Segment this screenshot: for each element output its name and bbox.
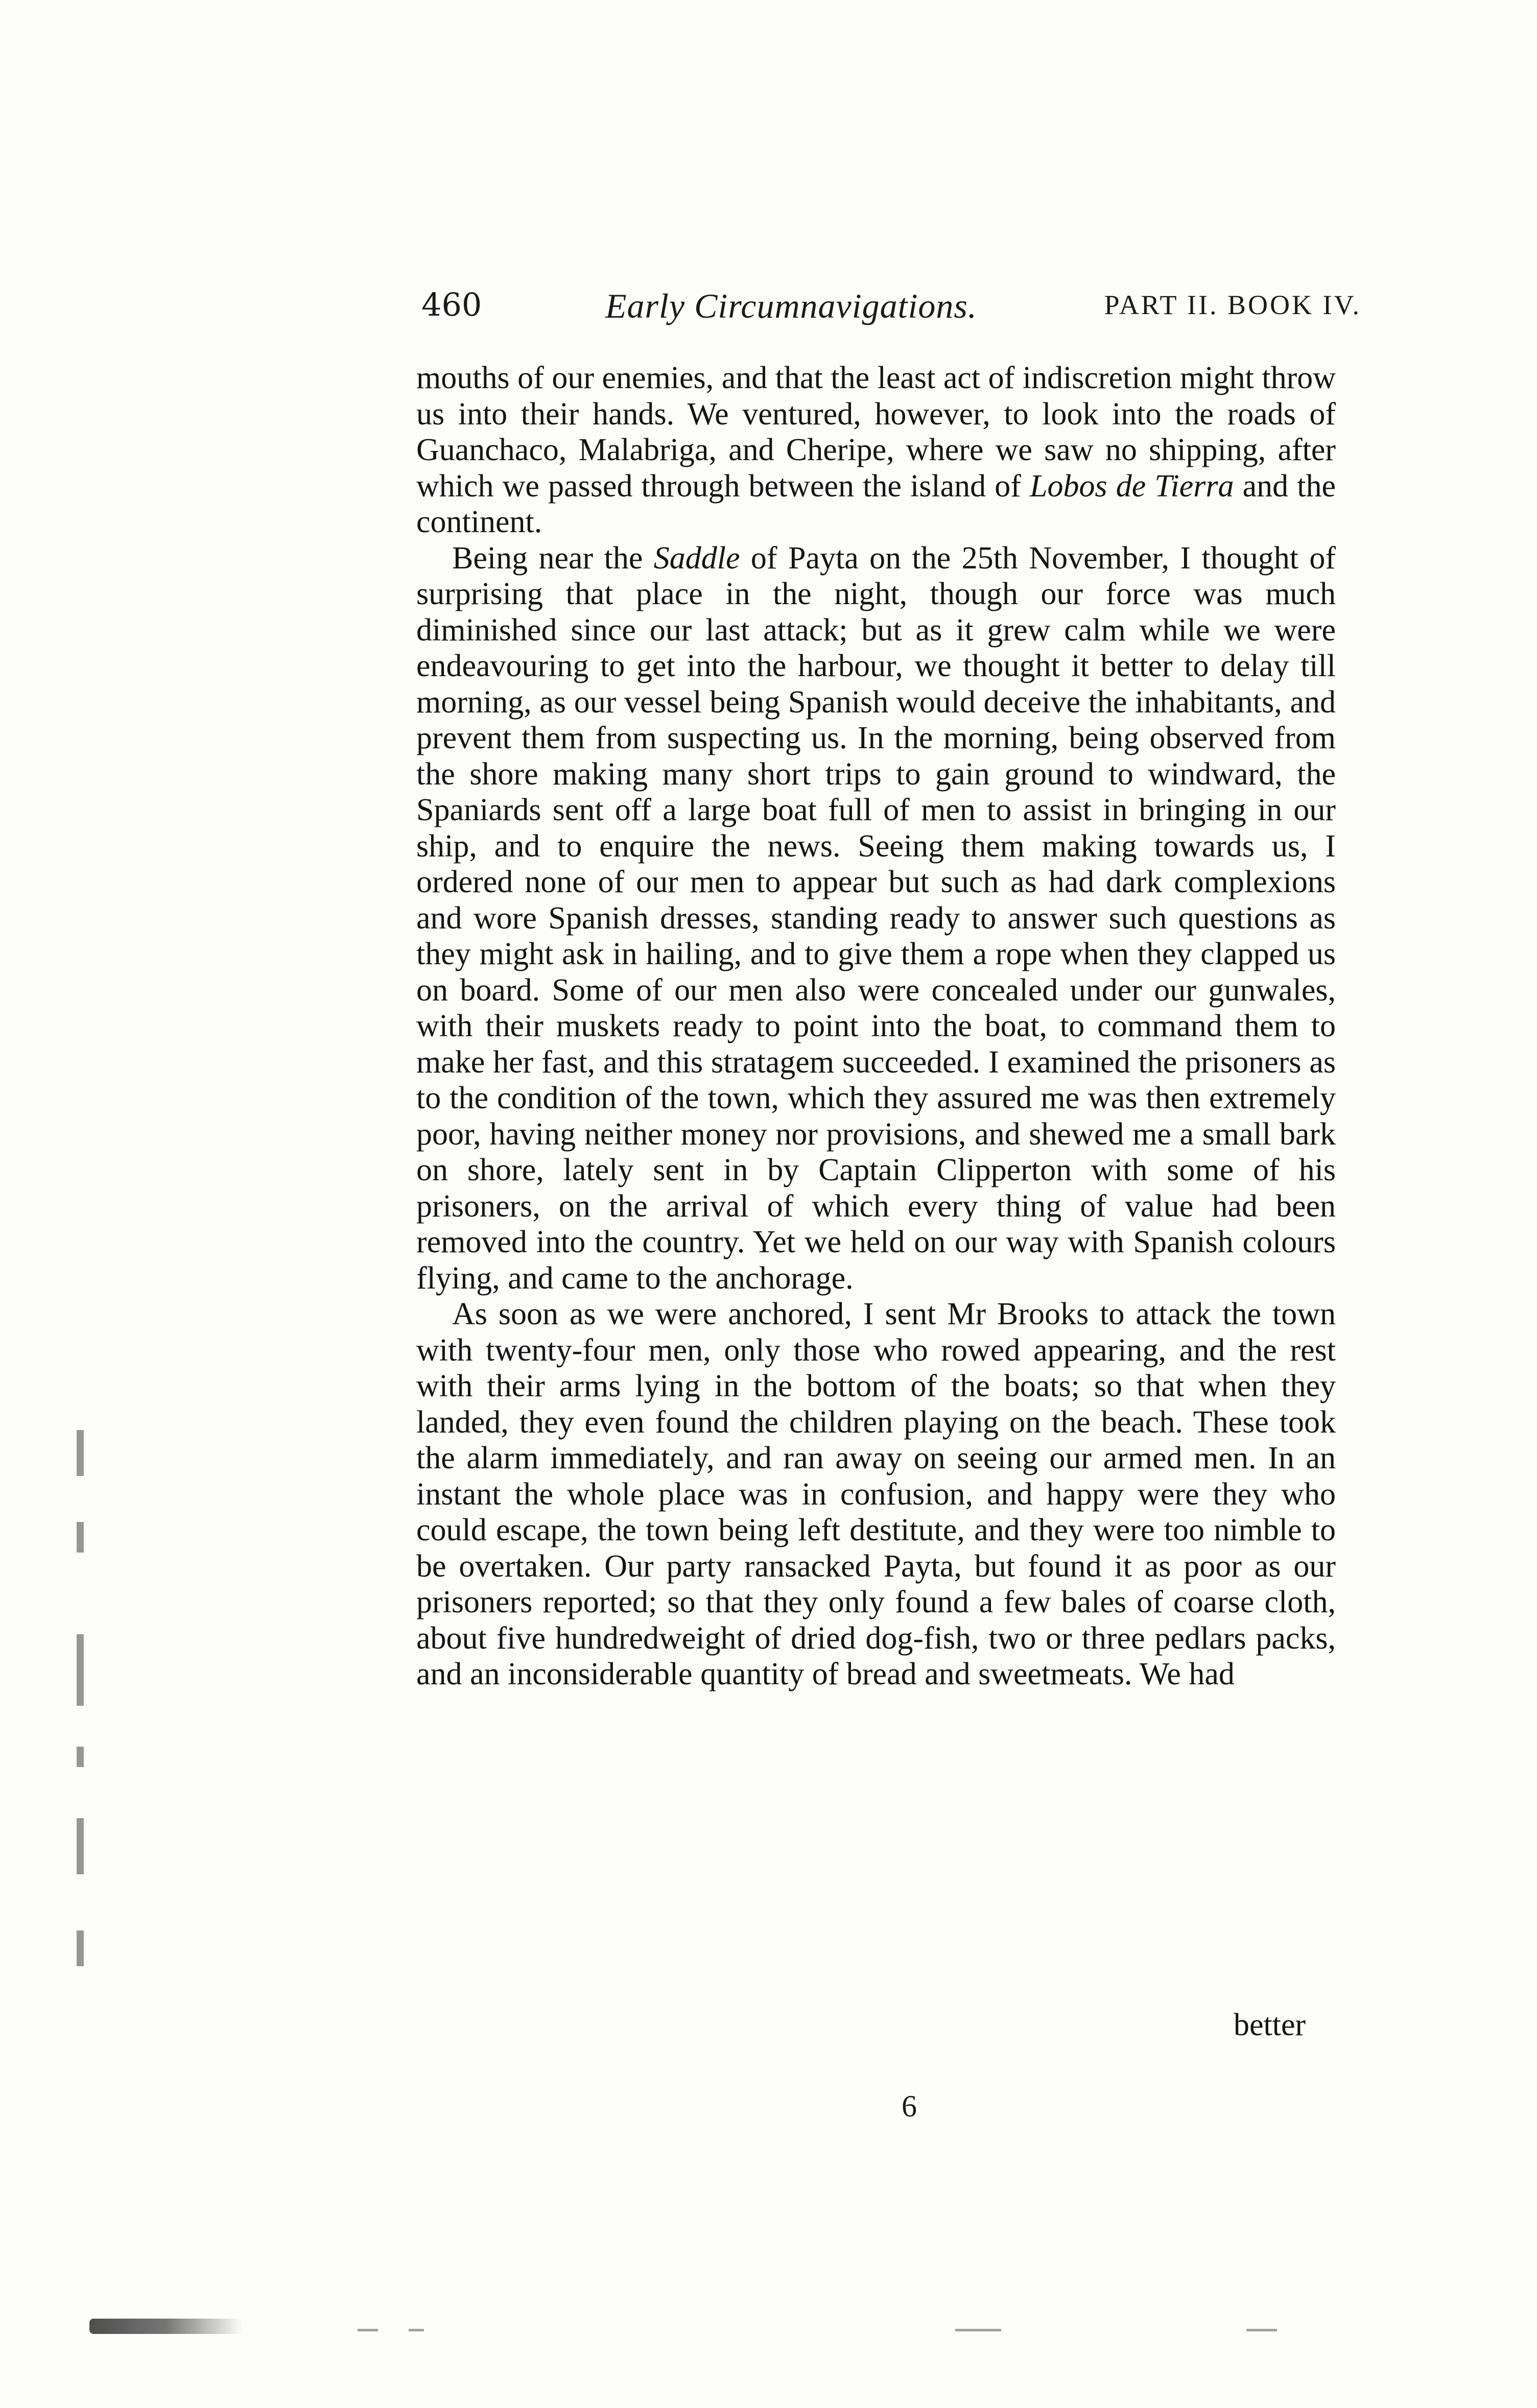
paragraph-2-italic: Saddle (653, 540, 740, 576)
paragraph-3 (416, 1296, 1336, 1692)
scan-mark (409, 2329, 424, 2331)
paragraph-2-after: of Payta on the 25th November, I thought of surprising that place in the night, though our force was much diminished since our last attack; but as it grew calm while we were endeavouring to get into the harbour, we thought it better to delay till morning, as our vessel being Spanish would deceive the inhabitants, and prevent them from suspecting us. In the morning, being observed from the shore making many short trips to gain ground to windward, the Spaniards sent off a large boat full of men to assist in bringing in our ship, and to enquire the news. Seeing them making towards us, I ordered none of our men to appear but such as had dark complexions and wore Spanish dresses, standing ready to answer such questions as they might ask in hailing, and to give them a rope when they clapped us on board. Some of our men also were concealed under our gunwales, with their muskets ready to point into the boat, to command them to make her fast, and this stratagem succeeded. I examined the prisoners as to the condition of the town, which they assured me was then extremely poor, having neither money nor provisions, and shewed me a small bark on shore, lately sent in by Captain Clipperton with some of his prisoners, on the arrival of which every thing of value had been removed into the country. Yet we held on our way with Spanish colours flying, and came to the anchorage. (416, 540, 1336, 1296)
section-mark: PART II. BOOK IV. (1104, 290, 1361, 320)
gutter-shadow (77, 1430, 84, 2043)
page-number: 460 (421, 286, 482, 323)
paragraph-1-italic: Lobos de Tierra (1030, 468, 1234, 504)
paragraph-1 (416, 360, 1336, 540)
scan-smudge (89, 2319, 243, 2334)
paragraph-2-text: Being near the (452, 540, 654, 576)
body-text (416, 360, 1336, 1692)
scan-mark (1246, 2329, 1277, 2331)
paragraph-2 (416, 540, 1336, 1297)
paragraph-1-after: and the continent. (416, 468, 1336, 539)
paragraph-1-text: mouths of our enemies, and that the least act of indiscretion might throw us into their hands. We ventured, however, to look into the roads of Guanchaco, Malabriga, and Cheripe, where we saw no shipping, after which we passed through between the island of (416, 361, 1336, 504)
paragraph-3-text: As soon as we were anchored, I sent Mr Brooks to attack the town with twenty-four men, only those who rowed appearing, and the rest with their arms lying in the bottom of the boats; so that when they landed, they even found the children playing on the beach. These took the alarm immediately, and ran away on seeing our armed men. In an instant the whole place was in confusion, and happy were they who could escape, the town being left destitute, and they were too nimble to be overtaken. Our party ransacked Payta, but found it as poor as our prisoners reported; so that they only found a few bales of coarse cloth, about five hundredweight of dried dog-fish, two or three pedlars packs, and an inconsiderable quantity of bread and sweetmeats. We had (416, 1297, 1336, 1691)
catchword: better (1234, 2008, 1306, 2042)
scan-mark (358, 2329, 378, 2331)
scan-mark (955, 2329, 1001, 2331)
running-header (421, 286, 1361, 342)
signature-mark: 6 (902, 2089, 917, 2123)
running-title: Early Circumnavigations. (605, 287, 977, 325)
